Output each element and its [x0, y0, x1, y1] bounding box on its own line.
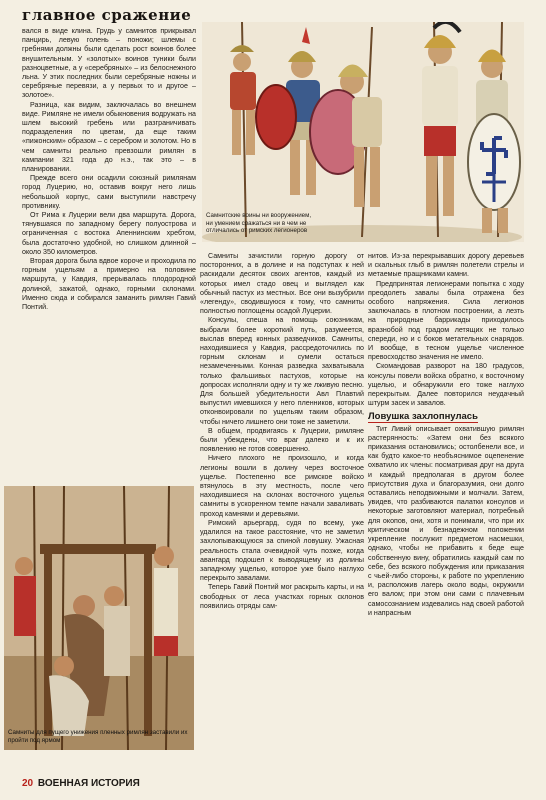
paragraph: Римский арьергард, судя по всему, уже удалился на такое расстояние, что не заметил захлопывающуюся за спиной ловушку. Ужасная реальность стала очевидной чуть позже, когда авангард подошел к выводящему из долины западному ущелью, которое уже было наглухо перекрыто завалами.: [200, 518, 364, 583]
paragraph: Прежде всего они осадили союзный римлянам город Луцерию, но, оставив вокруг него лишь небольшой корпус, сами выступили навстречу противнику.: [22, 174, 196, 210]
paragraph: Вторая дорога была вдвое короче и проходила по горным ущельям а примерно на половине маршрута, у Кавдия, прерывалась плодородной долиной, зажатой, однако, горными склонами. Именно сюда и собирался заманить римлян Гавий Понтий.: [22, 257, 196, 312]
samnite-warriors-illustration: [202, 22, 524, 242]
subheading: Ловушка захлопнулась: [368, 411, 478, 423]
paragraph: нитов. Из-за перекрывавших дорогу деревьев и скальных глыб в римлян полетели стрелы и метаемые пращниками камни.: [368, 252, 524, 279]
yoke-illustration: [4, 486, 194, 750]
paragraph: Предпринятая легионерами попытка с ходу преодолеть завалы была отражена без особого напряжения. Сила легионов заключалась в плотном построении, а лезть на природные баррикады приходилось вразнобой под градом летящих не только спереди, но и с боков метательных снарядов. И вообще, в тесном ущелье численное превосходство значения не имело.: [368, 279, 524, 362]
page-footer: [22, 778, 140, 789]
caption-bottom: Самниты для пущего унижения пленных римлян заставили их пройти под ярмом: [8, 729, 188, 744]
magazine-name: ВОЕННАЯ ИСТОРИЯ: [37, 778, 140, 789]
paragraph: От Рима к Луцерии вели два маршрута. Дорога, тянувшаяся по западному берегу полуострова и ограниченная с востока Апеннинским хребтом, была достаточно удобной, но слишком длинной – около 350 километров.: [22, 211, 196, 256]
column-3-text: [368, 252, 524, 618]
section-header: главное сражение: [22, 6, 192, 24]
page-number: 20: [22, 778, 34, 789]
paragraph: Ничего плохого не произошло, и когда легионы вошли в долину через восточное ущелье. Постепенно все римское войско втянулось в эту местность, после чего находившиеся на склонах восточного ущелья самниты в ускоренном темпе начали заваливать проход камнями и деревьями.: [200, 454, 364, 518]
paragraph: Самниты зачистили горную дорогу от посторонних, а в долине и на подступах к ней раскидали десяток своих агентов, каждый из которых имел стадо овец и выглядел как обычный пастух из местных. Все они вызубрили «легенду», сводившуюся к тому, что самниты полностью поглощены осадой Луцерии.: [200, 252, 364, 316]
paragraph: вался в виде клина. Грудь у самнитов прикрывал панцирь, левую голень – поножи; шлемы с гребнями должны были сделать рост воинов более внушительным. У «золотых» воинов туники были разноцветные, а у «серебряных» – из белоснежного льна. У этих последних были серебряные ножны и серебряные перевязи, а у первых то и другое – золотое».: [22, 27, 196, 100]
paragraph: Скомандовав разворот на 180 градусов, консулы повели войска обратно, к восточному ущелью, и обнаружили его тоже наглухо перекрытым. Далее повторился неудачный штурм засек и завалов.: [368, 362, 524, 408]
paragraph: В общем, продвигаясь к Луцерии, римляне были убеждены, что враг далеко и к их появлению не готов совершенно.: [200, 426, 364, 454]
caption-top: Самнитские воины ни вооружением, ни умением сражаться ни в чем не отличались от римских легионеров: [206, 212, 312, 235]
paragraph: Консулы, спеша на помощь союзникам, выбрали более короткий путь, разумеется, выслав вперед конных разведчиков. Самниты, находившиеся у Кавдия, рассредоточились по горным склонам и сумели остаться незамеченными. Конная разведка захватывала только фальшивых пастухов, которые на допросах исполняли одну и ту же лживую песню. Для большей убедительности Авл Плавтий выпустил имевшихся у него пленников, которых отконвоировали по ущельям таким образом, чтобы ничего лишнего они тоже не заметили.: [200, 316, 364, 426]
paragraph: Разница, как видим, заключалась во внешнем виде. Римляне не имели обыкновения водружать на шлем высокий гребень или разграничивать подразделения по цветам, да еще таким «пижонским» образом – с серебром и золотом. Но в чем самниты реально превзошли римлян в кампании 321 года до н.э., так это – в планировании.: [22, 100, 196, 174]
paragraph: Теперь Гавий Понтий мог раскрыть карты, и на свободных от леса участках горных склонов появились отряды сам-: [200, 583, 364, 610]
paragraph: Тит Ливий описывает охватившую римлян растерянность: «Затем они без всякого приказания остановились; остолбенели все, и как будто какое-то необъяснимое оцепенение охватило их члены: посматривая друг на друга и каждый предполагая в другом более присутствия духа и благоразумия, они долго оставались неподвижными и молчали. Затем, увидев, что разбиваются палатки консулов и некоторые заготовляют материал, потребный для окопов, они, хотя и понимали, что при их критическом и безнадежном положении укрепление послужит предметом насмешки, однако, чтобы не прибавить к беде еще собственную вину, обратились каждый сам по себе, без всякого побуждения или приказания с чьей-либо стороны, к работе по укреплению и, расположив лагерь около воды, окружили его валом; при этом они сами с плачевным самосознанием издевались над своей работой и напрасным: [368, 424, 524, 617]
column-1-text: [22, 27, 196, 312]
column-2-text: [200, 252, 364, 611]
